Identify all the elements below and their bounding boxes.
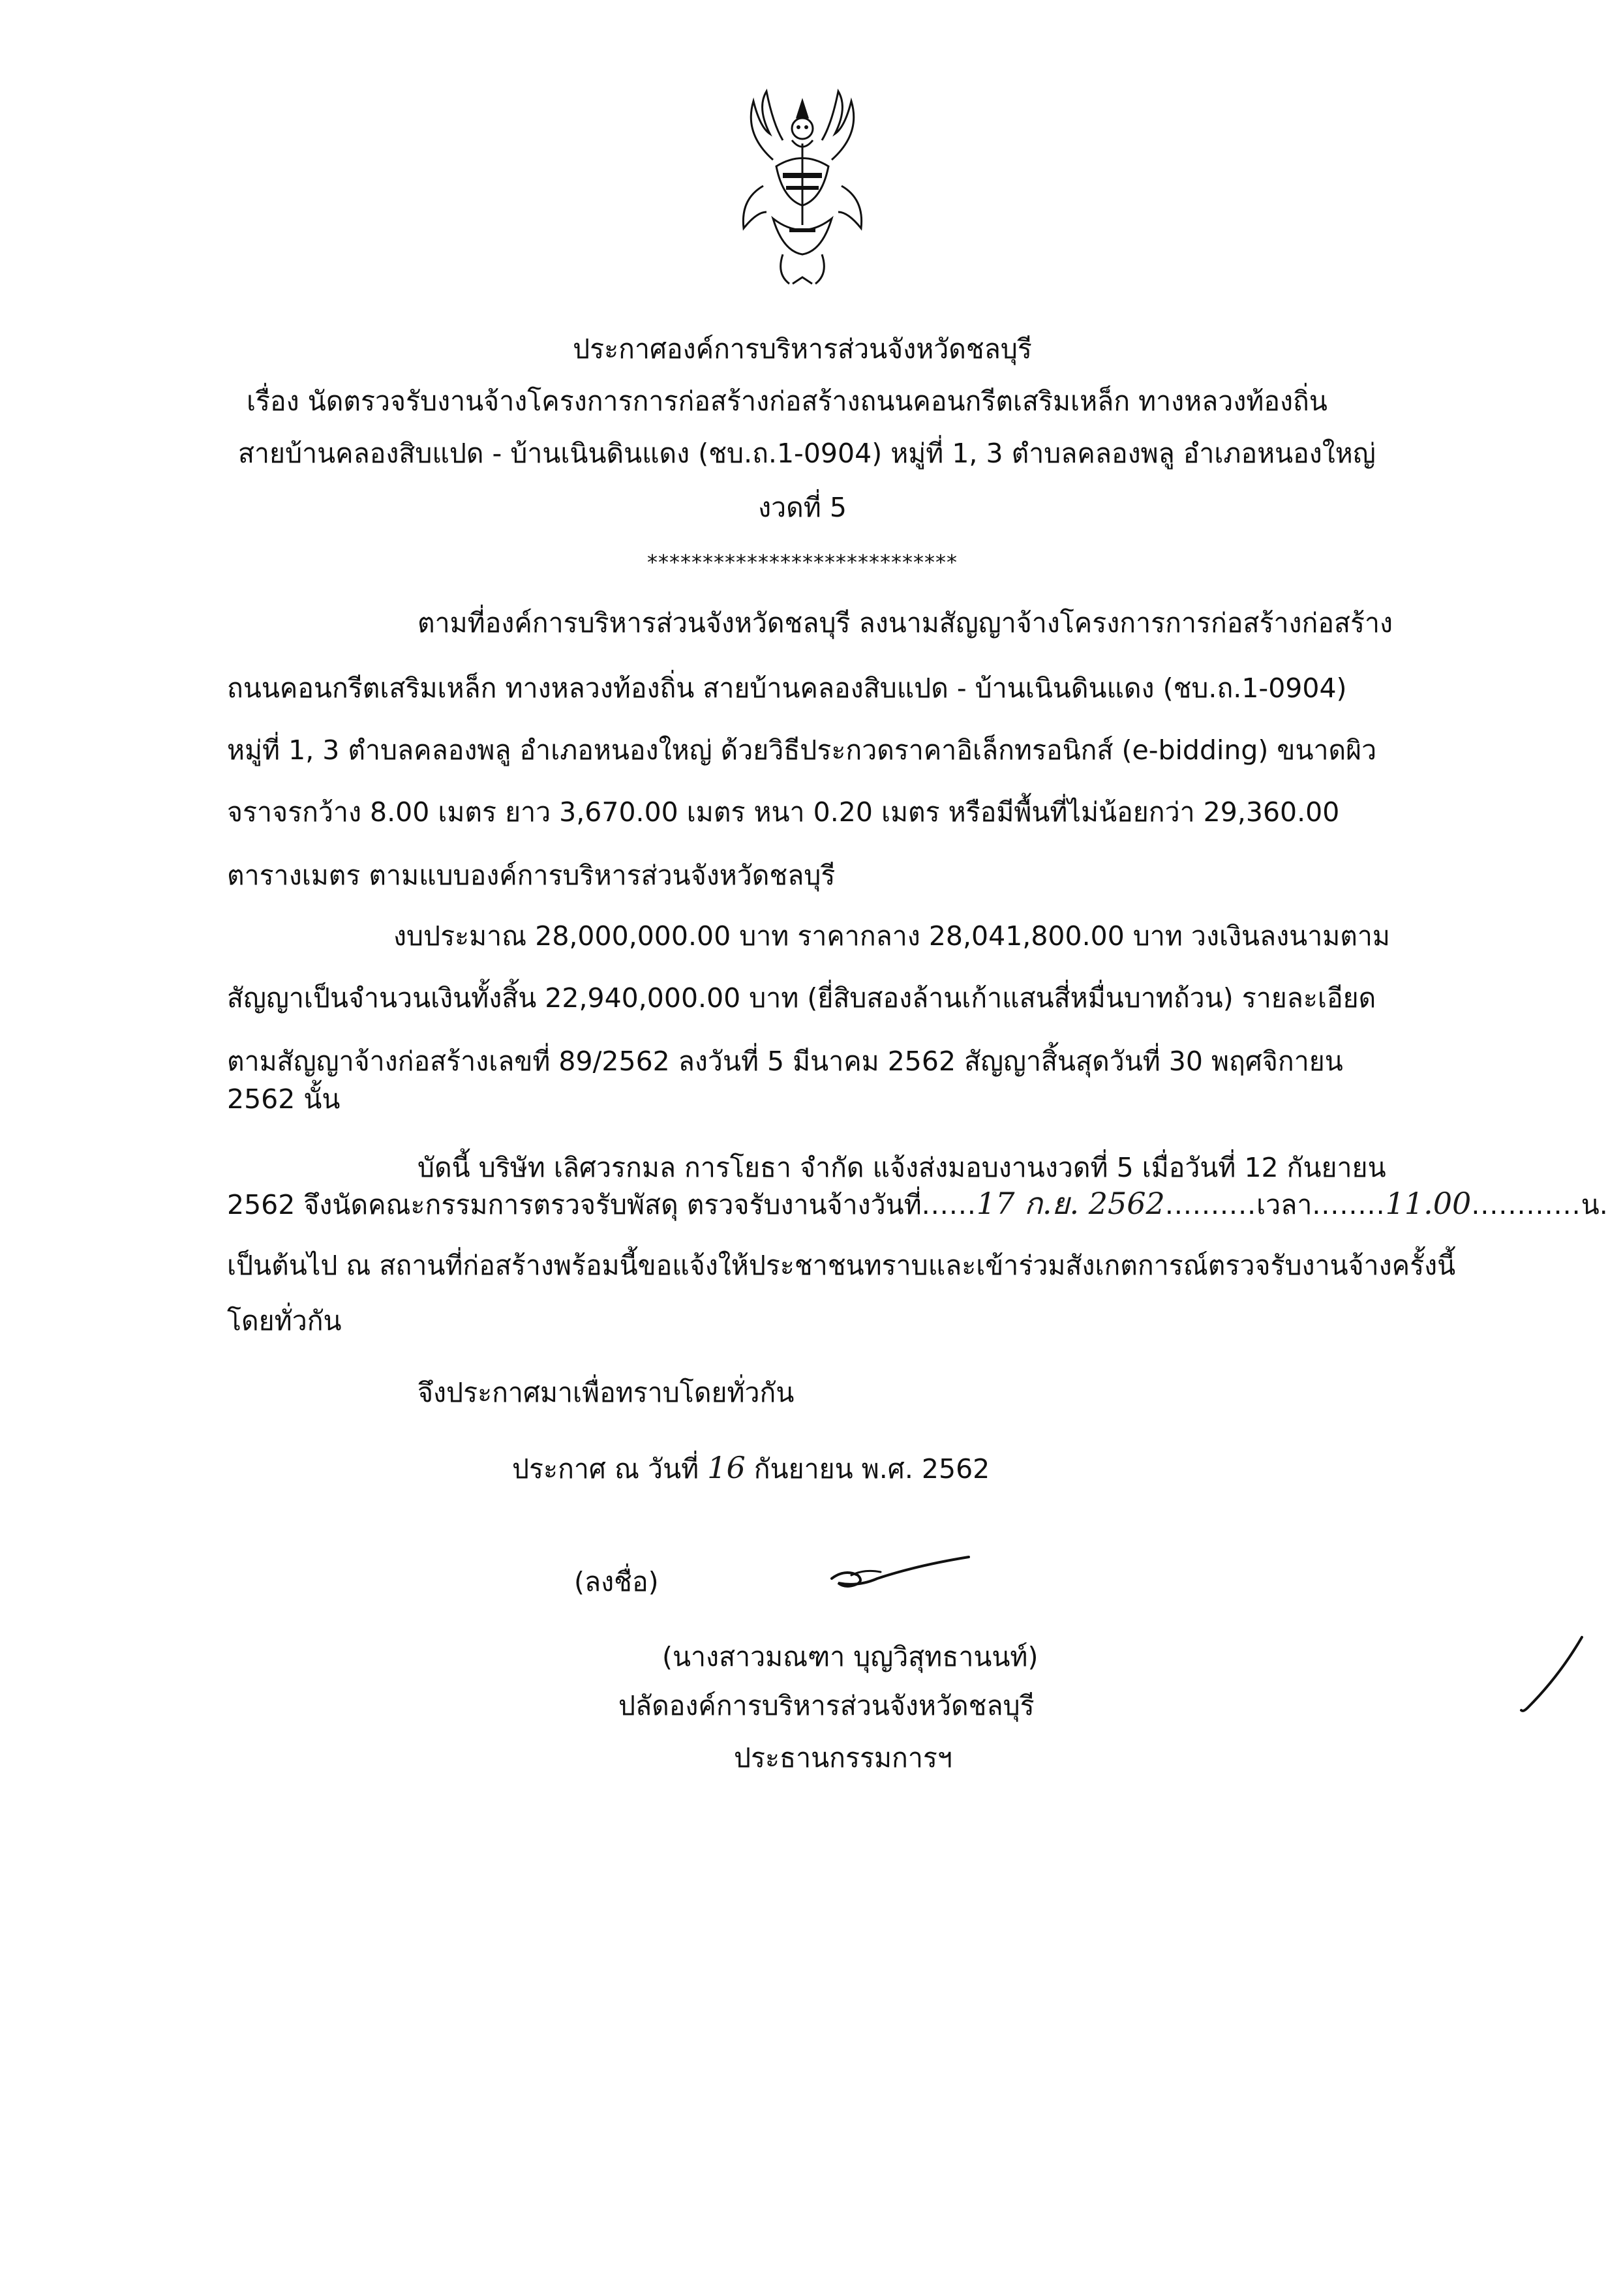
- handwritten-inspection-date: 17 ก.ย. 2562: [976, 1186, 1165, 1221]
- announcement-date: [512, 1448, 990, 1488]
- signatory-name: (นางสาวมณฑา บุญวิสุทธานนท์): [662, 1641, 1039, 1672]
- paragraph-1-line-5: ตารางเมตร ตามแบบองค์การบริหารส่วนจังหวัดชลบุรี: [227, 860, 836, 891]
- time-label: เวลา: [1256, 1189, 1312, 1220]
- paragraph-3-line-3: เป็นต้นไป ณ สถานที่ก่อสร้างพร้อมนี้ขอแจ้งให้ประชาชนทราบและเข้าร่วมสังเกตการณ์ตรวจรับงานจ้างครั้งนี้: [227, 1250, 1456, 1281]
- handwritten-inspection-time: 11.00: [1385, 1186, 1472, 1221]
- paragraph-1-line-2: ถนนคอนกรีตเสริมเหล็ก ทางหลวงท้องถิ่น สายบ้านคลองสิบแปด - บ้านเนินดินแดง (ชบ.ถ.1-0904): [227, 672, 1347, 704]
- paragraph-2-line-1: งบประมาณ 28,000,000.00 บาท ราคากลาง 28,041,800.00 บาท วงเงินลงนามตาม: [393, 920, 1390, 952]
- garuda-emblem-icon: [737, 88, 868, 297]
- margin-pen-mark-icon: [1513, 1631, 1592, 1722]
- paragraph-1-line-1: ตามที่องค์การบริหารส่วนจังหวัดชลบุรี ลงนามสัญญาจ้างโครงการการก่อสร้างก่อสร้าง: [417, 607, 1393, 639]
- inspection-date-prefix: 2562 จึงนัดคณะกรรมการตรวจรับพัสดุ ตรวจรับงานจ้างวันที่: [227, 1189, 922, 1220]
- signature-label: (ลงชื่อ): [574, 1566, 659, 1597]
- signatory-position: ปลัดองค์การบริหารส่วนจังหวัดชลบุรี: [618, 1690, 1035, 1721]
- handwritten-day: 16: [707, 1450, 746, 1485]
- time-dots-trailing: ............: [1471, 1189, 1581, 1220]
- paragraph-1-line-4: จราจรกว้าง 8.00 เมตร ยาว 3,670.00 เมตร หนา 0.20 เมตร หรือมีพื้นที่ไม่น้อยกว่า 29,360.00: [227, 796, 1340, 828]
- date-dots-trailing: ..........: [1164, 1189, 1257, 1220]
- paragraph-2-line-3: ตามสัญญาจ้างก่อสร้างเลขที่ 89/2562 ลงวันที่ 5 มีนาคม 2562 สัญญาสิ้นสุดวันที่ 30 พฤศจิกายน: [227, 1046, 1343, 1077]
- handwritten-signature-icon: [819, 1549, 982, 1601]
- signatory-role: ประธานกรรมการฯ: [734, 1742, 952, 1774]
- paragraph-3-line-4: โดยทั่วกัน: [227, 1305, 342, 1337]
- paragraph-3-line-2: [227, 1184, 1608, 1224]
- paragraph-2-line-4: 2562 นั้น: [227, 1083, 341, 1115]
- closing-statement: จึงประกาศมาเพื่อทราบโดยทั่วกัน: [417, 1377, 795, 1408]
- time-dots-leading: ........: [1312, 1189, 1386, 1220]
- paragraph-3-line-1: บัดนี้ บริษัท เลิศวรกมล การโยธา จำกัด แจ้งส่งมอบงานงวดที่ 5 เมื่อวันที่ 12 กันยายน: [417, 1152, 1386, 1183]
- paragraph-2-line-2: สัญญาเป็นจำนวนเงินทั้งสิ้น 22,940,000.00 บาท (ยี่สิบสองล้านเก้าแสนสี่หมื่นบาทถ้วน) รายละเอียด: [227, 982, 1376, 1014]
- paragraph-1-line-3: หมู่ที่ 1, 3 ตำบลคลองพลู อำเภอหนองใหญ่ ด้วยวิธีประกวดราคาอิเล็กทรอนิกส์ (e-bidding) ขนาดผิว: [227, 734, 1377, 766]
- announcement-date-suffix: กันยายน พ.ศ. 2562: [753, 1453, 990, 1485]
- announcement-title: ประกาศองค์การบริหารส่วนจังหวัดชลบุรี: [573, 333, 1032, 365]
- separator: ****************************: [647, 550, 958, 575]
- date-dots-leading: ......: [921, 1189, 977, 1220]
- subject-line-2: สายบ้านคลองสิบแปด - บ้านเนินดินแดง (ชบ.ถ.1-0904) หมู่ที่ 1, 3 ตำบลคลองพลู อำเภอหนองใหญ่: [238, 438, 1376, 469]
- subject-line-1: เรื่อง นัดตรวจรับงานจ้างโครงการการก่อสร้างก่อสร้างถนนคอนกรีตเสริมเหล็ก ทางหลวงท้องถิ่น: [247, 385, 1327, 417]
- announcement-date-prefix: ประกาศ ณ วันที่: [512, 1453, 699, 1485]
- time-unit: น.: [1581, 1189, 1608, 1220]
- subject-line-3: งวดที่ 5: [758, 492, 847, 523]
